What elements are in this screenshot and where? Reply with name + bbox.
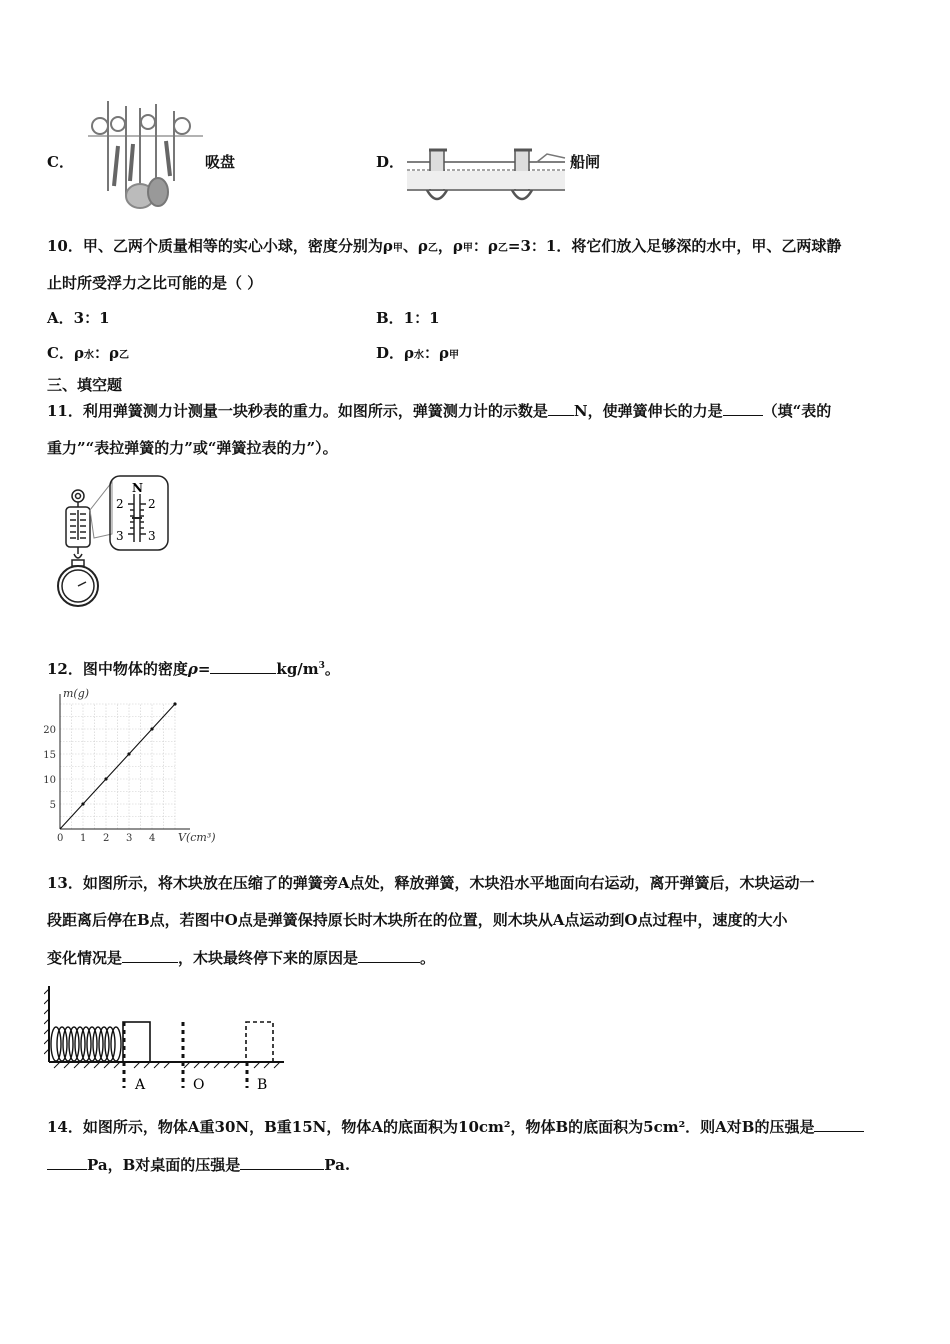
spring-block-figure	[44, 984, 294, 1100]
section-title: 三、填空题	[47, 376, 123, 394]
q9-option-c-letter: C．	[47, 153, 74, 171]
point-a-label: A	[135, 1077, 146, 1093]
q14-blank-2[interactable]	[240, 1154, 324, 1170]
y-tick-label: 5	[49, 800, 56, 811]
q12-blank[interactable]	[210, 658, 276, 674]
q12-line: 12．图中物体的密度$\rho= kg/m^3$。	[47, 660, 340, 678]
scale-tick-right-3: 3	[148, 529, 156, 543]
q10-option-a: A．3：1	[47, 309, 110, 327]
data-point	[104, 777, 107, 780]
q10-line1: 10．甲、乙两个质量相等的实心小球，密度分别为ρ甲、ρ乙，ρ甲：ρ乙=3：1．将它们放入足够深的水中，甲、乙两球静	[47, 237, 842, 255]
suction-cup-figure	[78, 96, 208, 218]
density-chart	[40, 684, 230, 848]
scale-unit-label: N	[132, 481, 143, 495]
q10-line2: 止时所受浮力之比可能的是（ ）	[47, 274, 263, 292]
x-tick-label: 2	[103, 833, 110, 844]
q9-option-c-label: 吸盘	[205, 153, 236, 171]
q13-blank-2[interactable]	[358, 947, 420, 963]
q13-blank-1[interactable]	[122, 947, 178, 963]
y-tick-label: 20	[43, 725, 56, 736]
scale-tick-left-3: 3	[116, 529, 124, 543]
ship-lock-figure	[405, 140, 570, 216]
x-axis-label: V(cm³)	[178, 831, 216, 844]
x-tick-label: 1	[80, 833, 87, 844]
spring-scale-figure	[48, 474, 178, 618]
x-tick-label: 0	[57, 833, 64, 844]
x-tick-label: 4	[149, 833, 156, 844]
q14-blank-1-cont[interactable]	[47, 1154, 87, 1170]
q10-option-d: D．ρ水：ρ甲	[376, 344, 459, 362]
y-axis-label: m(g)	[63, 687, 90, 700]
q10-option-b: B．1：1	[376, 309, 440, 327]
q9-option-d-letter: D．	[376, 153, 405, 171]
q11-line1: 11．利用弹簧测力计测量一块秒表的重力。如图所示，弹簧测力计的示数是 N，使弹簧伸长的力是 （填“表的	[47, 402, 832, 420]
data-point	[81, 802, 84, 805]
q9-option-d-label: 船闸	[570, 153, 601, 171]
q11-line2: 重力”“表拉弹簧的力”或“弹簧拉表的力”）。	[47, 439, 338, 457]
q11-blank-1[interactable]	[548, 400, 574, 416]
point-b-label: B	[257, 1077, 268, 1093]
q14-line2: Pa，B对桌面的压强是 Pa.	[47, 1154, 350, 1175]
q11-blank-2[interactable]	[723, 400, 763, 416]
q14-line1: 14．如图所示，物体A重30N，B重15N，物体A的底面积为10cm²，物体B的底面积为5cm²．则A对B的压强是	[47, 1116, 864, 1137]
data-point	[173, 702, 176, 705]
q13-line1: 13．如图所示，将木块放在压缩了的弹簧旁A点处，释放弹簧，木块沿水平地面向右运动，离开弹簧后，木块运动一	[47, 874, 815, 892]
data-point	[127, 752, 130, 755]
q14-blank-1[interactable]	[814, 1116, 864, 1132]
point-o-label: O	[193, 1077, 205, 1093]
data-point	[150, 727, 153, 730]
y-tick-label: 10	[43, 775, 56, 786]
x-tick-label: 3	[126, 833, 133, 844]
q13-line2: 段距离后停在B点，若图中O点是弹簧保持原长时木块所在的位置，则木块从A点运动到O点过程中，速度的大小	[47, 911, 788, 929]
q13-line3: 变化情况是 ，木块最终停下来的原因是 。	[47, 949, 436, 967]
q10-option-c: C．ρ水：ρ乙	[47, 344, 129, 362]
scale-tick-right-2: 2	[148, 497, 156, 511]
scale-tick-left-2: 2	[116, 497, 124, 511]
y-tick-label: 15	[43, 750, 56, 761]
